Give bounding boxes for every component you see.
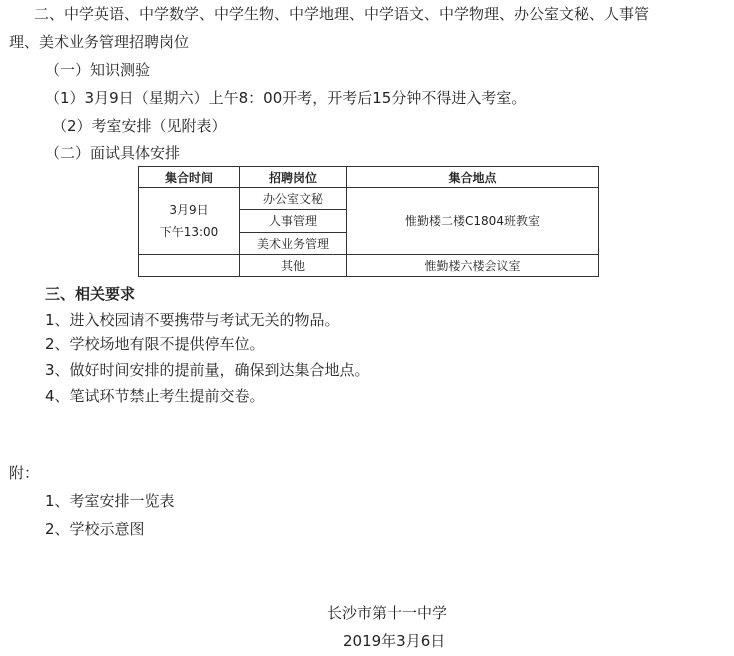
list-item: 1、进入校园请不要携带与考试无关的物品。 [45, 311, 340, 329]
position-cell: 办公室文秘 [240, 188, 347, 210]
position-cell: 人事管理 [240, 210, 347, 232]
gather-date: 3月9日 [169, 202, 209, 217]
table-row [139, 254, 599, 276]
list-item: 4、笔试环节禁止考生提前交卷。 [45, 387, 265, 405]
location-main-cell: 惟勤楼二楼C1804班教室 [347, 188, 599, 255]
empty-time-cell [139, 254, 240, 276]
section-two-heading-line2: 理、美术业务管理招聘岗位 [9, 33, 190, 51]
knowledge-test-item-1: （1）3月9日（星期六）上午8：00开考，开考后15分钟不得进入考室。 [45, 89, 527, 107]
position-cell: 其他 [240, 254, 347, 276]
list-item: 2、学校场地有限不提供停车位。 [45, 335, 265, 353]
header-gather-location: 集合地点 [347, 167, 599, 188]
gather-time-cell [139, 188, 240, 255]
appendix-label: 附： [9, 464, 40, 482]
knowledge-test-heading: （一）知识测验 [45, 61, 151, 79]
list-item: 3、做好时间安排的提前量，确保到达集合地点。 [45, 361, 370, 379]
signature-organization: 长沙市第十一中学 [327, 604, 448, 622]
table-header-row [139, 167, 599, 188]
position-cell: 美术业务管理 [240, 232, 347, 254]
location-other-cell: 惟勤楼六楼会议室 [347, 254, 599, 276]
signature-date: 2019年3月6日 [343, 632, 446, 650]
knowledge-test-item-2: （2）考室安排（见附表） [52, 117, 227, 135]
list-item: 2、学校示意图 [45, 520, 145, 538]
section-two-heading-line1: 二、中学英语、中学数学、中学生物、中学地理、中学语文、中学物理、办公室文秘、人事管 [34, 5, 650, 23]
gather-hour: 下午13:00 [159, 224, 219, 239]
header-position: 招聘岗位 [240, 167, 347, 188]
table-row [139, 188, 599, 210]
interview-heading: （二）面试具体安排 [45, 144, 181, 162]
list-item: 1、考室安排一览表 [45, 492, 175, 510]
interview-schedule-table [138, 166, 599, 277]
header-gather-time: 集合时间 [139, 167, 240, 188]
section-three-heading: 三、相关要求 [45, 285, 136, 303]
